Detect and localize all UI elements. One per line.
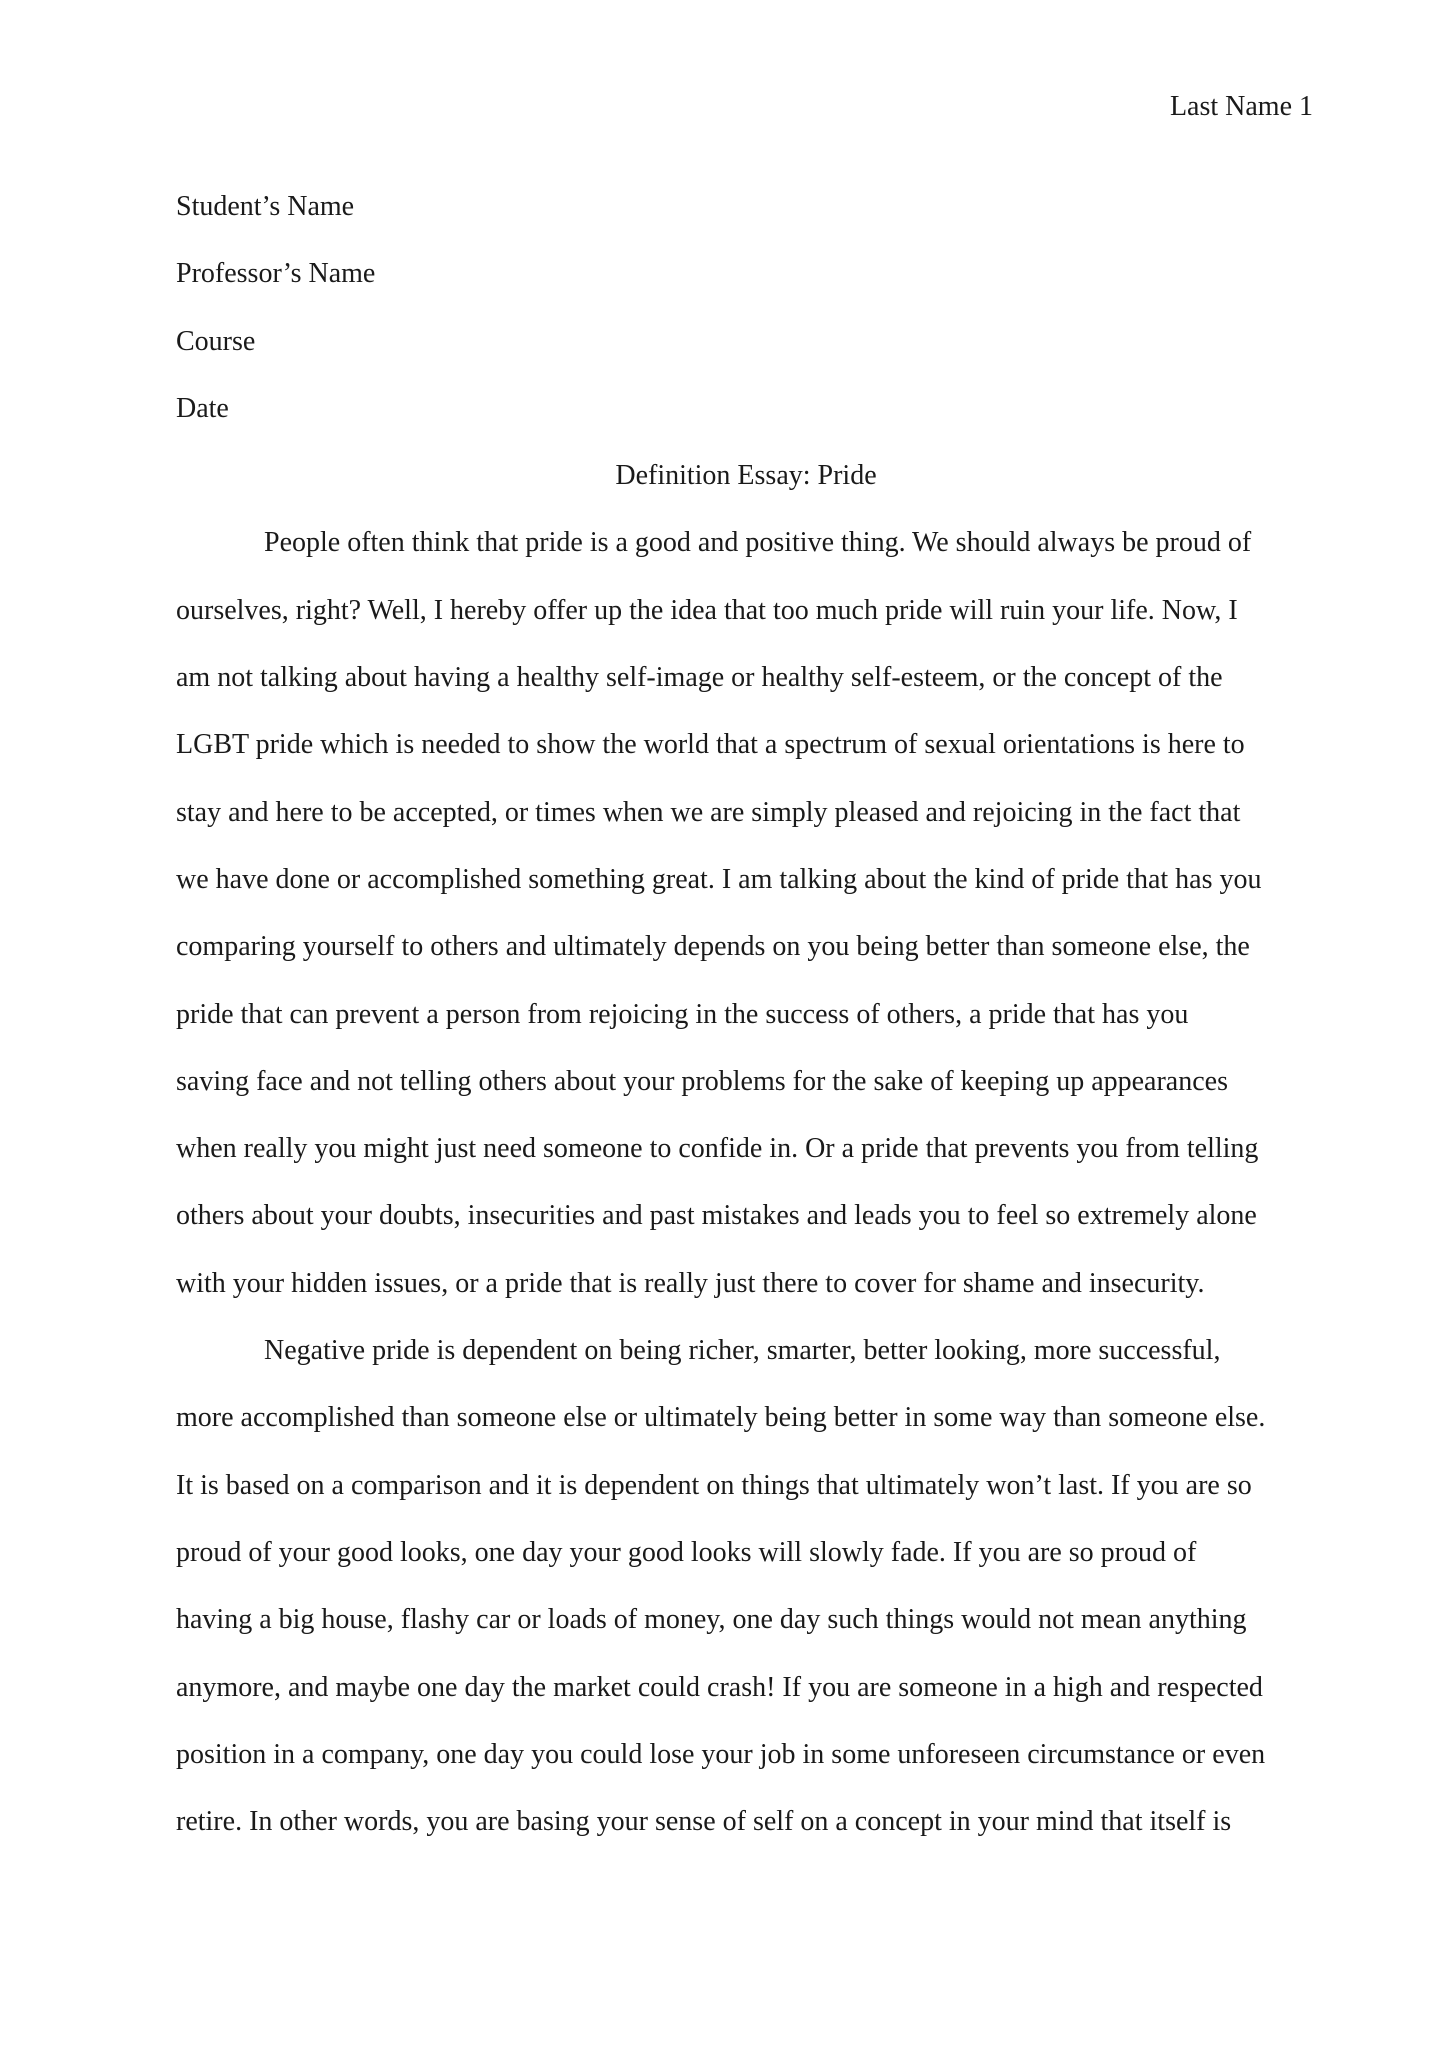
running-head: Last Name 1 [1169,91,1313,122]
paragraph-line: People often think that pride is a good and positive thing. We should always be proud of [264,527,1252,559]
paragraph-line: proud of your good looks, one day your good looks will slowly fade. If you are so proud of [176,1536,1197,1568]
paragraph-line: having a big house, flashy car or loads of money, one day such things would not mean anything [176,1604,1247,1636]
paragraph-line: ourselves, right? Well, I hereby offer up the idea that too much pride will ruin your life. Now, I [176,594,1238,626]
paragraph-line: position in a company, one day you could lose your job in some unforeseen circumstance or even [176,1738,1266,1770]
paragraph-line: with your hidden issues, or a pride that is really just there to cover for shame and insecurity. [176,1267,1205,1299]
essay-body [176,173,1316,1855]
paragraph-line: pride that can prevent a person from rejoicing in the success of others, a pride that has you [176,998,1189,1030]
paragraph-line: anymore, and maybe one day the market could crash! If you are someone in a high and respected [176,1671,1263,1703]
professor-name: Professor’s Name [176,258,376,290]
paragraph-line: saving face and not telling others about your problems for the sake of keeping up appearances [176,1065,1228,1097]
paragraph-line: am not talking about having a healthy self-image or healthy self-esteem, or the concept of the [176,662,1223,694]
paragraph-line: we have done or accomplished something great. I am talking about the kind of pride that has you [176,863,1262,895]
paragraph-line: comparing yourself to others and ultimately depends on you being better than someone else, the [176,931,1250,963]
student-name: Student’s Name [176,191,355,222]
paragraph-line: LGBT pride which is needed to show the world that a spectrum of sexual orientations is here to [176,729,1245,761]
paragraph-line: retire. In other words, you are basing your sense of self on a concept in your mind that itself is [176,1806,1232,1838]
paragraph-line: more accomplished than someone else or ultimately being better in some way than someone else. [176,1402,1266,1434]
paragraph-line: Negative pride is dependent on being richer, smarter, better looking, more successful, [264,1335,1221,1367]
paragraph-line: stay and here to be accepted, or times when we are simply pleased and rejoicing in the fact that [176,796,1241,828]
paragraph-1 [176,509,1316,1317]
essay-title: Definition Essay: Pride [615,460,877,492]
course: Course [176,325,256,357]
date: Date [176,392,229,424]
paragraph-line: others about your doubts, insecurities and past mistakes and leads you to feel so extremely alone [176,1200,1257,1232]
paragraph-line: when really you might just need someone to confide in. Or a pride that prevents you from telling [176,1133,1259,1165]
paragraph-line: It is based on a comparison and it is dependent on things that ultimately won’t last. If you are so [176,1469,1252,1501]
paragraph-2 [176,1317,1316,1855]
